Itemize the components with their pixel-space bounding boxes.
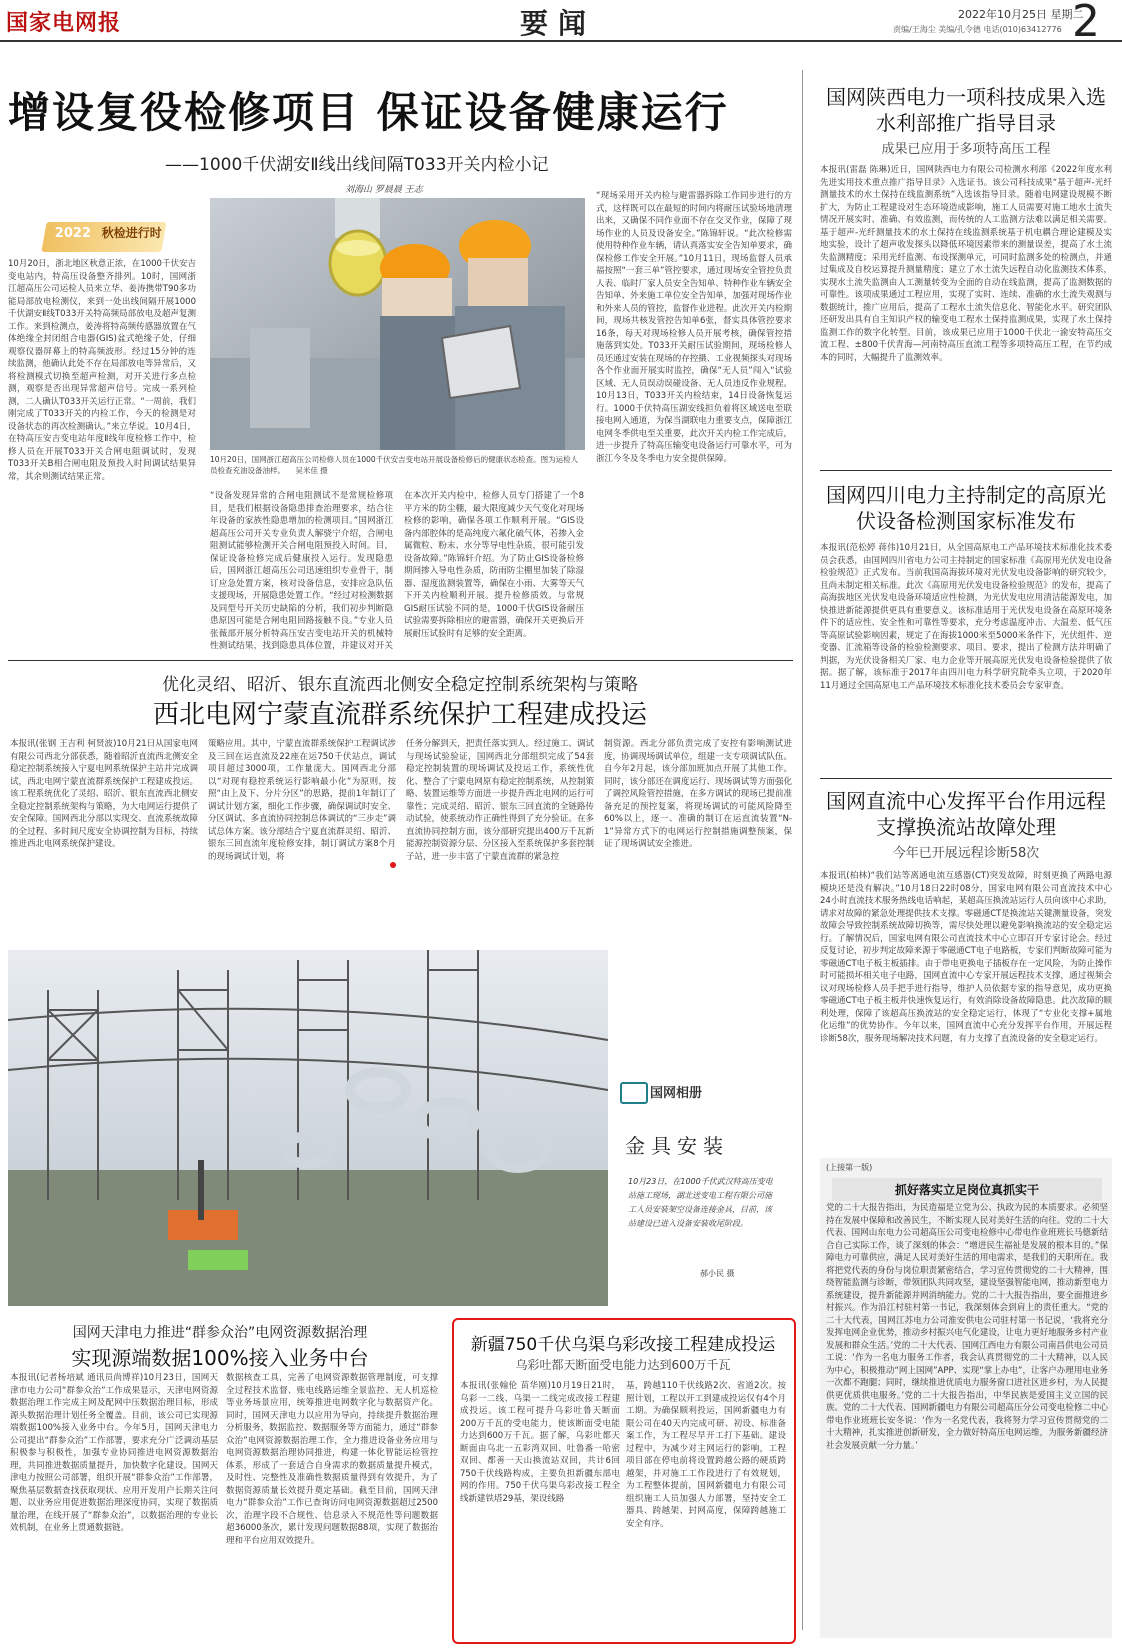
bottom1-kicker: 国网天津电力推进“群参众治”电网资源数据治理 [72, 1325, 368, 1341]
right4-body: 党的二十大报告指出，为民造福是立党为公、执政为民的本质要求。必须坚持在发展中保障和改善民生，不断实现人民对美好生活的向往。党的二十大代表、国网山东电力公司超高压公司变电检修中心带电作业班班长马德新结合自己实际工作，谈了深刻的体会：“增进民生福祉是发展的根本目的。”保障电力可靠供应，满足人民对美好生活的用电需求，是我们的天职所在。我将把党代表的身份与岗位职责紧密结合，学习宣传贯彻党的二十大精神，围绕智能监测与诊断，带领团队共同攻坚，建设坚强智能电网，推动新型电力系统建设，提升新能源并网消纳能力。党的二十大报告指出，要全面推进乡村振兴。作为沿江村驻村第一书记，我深刻体会到肩上的责任重大。“党的二十大代表，国网江苏电力公司淮安供电公司驻村第一书记说，‘我将充分发挥电网企业优势，推动乡村振兴电气化建设，让电力更好地服务乡村产业发展和群众生活。’党的二十大代表、国网江西电力有限公司南昌供电公司员工说：‘作为一名电力服务工作者，我会认真贯彻党的二十大精神，以人民为中心，积极推动“网上国网”APP、实现“掌上办电”，让客户办理用电业务一次都不跑腿；同时，继续推进优质电力服务窗口进社区进乡村，为人民提供更优质供电服务。’党的二十大报告指出，中华民族是爱国主义立国的民族。党的二十大代表、国网新疆电力有限公司超高压分公司变电检修二中心带电作业班班长安冬说：‘作为一名党代表，我将努力学习宣传贯彻党的二十大精神，扎实推进创新研发，全力做好特高压电网运维，为服务新疆经济社会发展贡献一分力量。’ [826, 1203, 1108, 1451]
right3-subtitle: 今年已开展远程诊断58次 [892, 846, 1040, 861]
album-icon [620, 1082, 648, 1104]
lead-column-2: “设备发现异常的合闸电阻测试不是常规检修项目，是我们根据设备隐患排查治理要求，结合往年设备的家族性隐患增加的检测项目。”国网浙江超高压公司开关专业负责人解骁宁介绍，合闸电阻测试能够检测开关合闸电阻预投入时间。目，保证设备检修完成后健康投入运行。发现隐患后，国网浙江超高压公司迅速组织专业骨干，制订应急处置方案，核对设备信息，安排应急队伍支援现场，开展隐患处置工作。“经过对检测数据及同型号开关历史缺陷的分析，我们初步判断隐患原因可能是合闸电阻回路接触不良。”专业人员张薇部开展分析特高压安吉变电站开关的机械特性测试结果，找到隐患具体位置，并建议对开关 [210, 491, 393, 650]
right1-headline: 国网陕西电力一项科技成果入选水利部推广指导目录 [826, 85, 1106, 135]
section-title: 要闻 [520, 7, 597, 40]
bottom1-column-1: 本报讯(记者杨培斌 通讯员尚博祥)10月23日，国网天津市电力公司“群参众治”工作成果显示，天津电网资源数据治理工作完成主网及配网中压数据治理目标，形成源头数据治理计划任务全覆盖。目前，该公司已实现源端数据100%接入业务中台。今年5月，国网天津电力公司提出“群参众治”工作部署，要求充分广泛调动基层积极参与积极性，加强专业协同推进电网资源数据治理，共同推进数据质量提升，加快数字化建设。国网天津电力按照公司部署，组织开展“群参众治”工作部署，聚焦基层数据查找获取现状、应用开发用户长期关注问题、以业务应用促进数据治理深度协同，实现了数据质量治理，在线开展了“群参众治”，以数据治理的专业长效机制，在业务上贯通数据链。 [10, 1373, 218, 1533]
lead-column-4: “现场采用开关内检与避雷器拆除工作同步进行的方式，这样既可以在最短的时间内将耐压试验场地清理出来，又确保不同作业面不存在交叉作业，保障了现场作业的人员及设备安全。”陈锦轩说。“此次检修需使用特种作业车辆，请认真落实安全告知单要求，确保检修工作安全开展。”10月11日，现场监督人员承福按照“一套三单”管控要求，通过现场安全管控负责人表、临时厂家人员安全告知单、特种作业车辆安全告知单、外来施工单位安全告知单，加强对现场作业和外来人员的管控，监督作业进程。此次开关内检期间，现场共核发管控告知单6张，督实具体管控要求16条，每天对现场检修人员开展考核，确保管控措施落到实处。T033开关耐压试验期间，现场检修人员还通过安装在现场的存控摄、工业视频探头对现场各个作业面开展实时监控，确保“无人员”闯入“试验区域、无人员误动误碰设备、无人员违反作业规程。10月13日，T033开关内检结束，14日设备恢复运行。1000千伏特高压湖安线担负着将区域送电至联接电网入通道，为保当湖联电力重要支点，保障浙江电网冬季供电至关重要，此次开关内检工作完成后，进一步提升了特高压输变电设备运行可靠水平，可为浙江今冬及冬季电力安全提供保障。 [596, 191, 792, 464]
highlight-column-1: 本报讯(张翰伦 苗华刚)10月19日21时，乌彩一二线、乌渠一二线完成改接工程建成投运。该工程可提升乌彩吐鲁天断面200万千瓦的受电能力，使该断面受电能力达到600万千瓦。据了解，乌彩吐都天断面由乌北一五彩湾双回、吐鲁番一哈密双回、都善一天山换流站双回，共计6回750千伏线路构成，主要负担新疆东部电网的作用。750千伏乌渠乌彩改接工程全线新建铁塔29基，架设线路 [460, 1381, 620, 1504]
right1-subtitle: 成果已应用于多项特高压工程 [881, 142, 1051, 157]
lead-photo [210, 198, 585, 450]
tag-text: 秋检进行时 [102, 226, 163, 240]
caption-text: 10月20日，国网浙江超高压公司检修人员在1000千伏安吉变电站开展设备检修后的健康状态检查。图为运检人员检查充油设备油样。 [210, 455, 579, 475]
right1-body: 本报讯(雷磊 陈琳)近日，国网陕西电力有限公司检测水利部《2022年度水利先进实用技术重点推广指导目录》入选证书。该公司科技成果“基于超声-光纤测量技术的水土保持在线监测系统”入选该指导目录。随着电网建设规模不断扩大，为防止工程建设对生态环境造成影响，施工人员需要对施工地水土流失情况开展实时、准确、有效监测，而传统的人工监测方法难以满足相关需要。基于超声-光纤测量技术的水土保持在线监测系统基于机电耦合理论建模及实地实验，设计了超声收发探头以降低环境因素带来的测量误差，提高了水土流失监测精度；采用光纤监测、布设探测单元，可同时监测多处的检测点，并通过集成及自校运算提升测量精度；建立了水土流失远程自动化监测技术体系，实现水土流失监测由人工测量转变为全面的自动在线监测，提高了监测数据的可靠性。该项成果通过工程应用，实现了实时、连续、准确的水土流失观测与数据统计，推广应用后，提高了工程水土流失信息化、智能化水平。研究团队还研发出具有自主知识产权的输变电工程水土保持监测成果，实现了水土保持监测工作的数字化转型。目前，该成果已应用于1000千伏北一渝安特高压交流工程、±800千伏青海—河南特高压直流工程等多项特高压工程，在节约成本的同时，大幅提升了监测效率。 [820, 165, 1112, 363]
photo-story-title: 金具安装 [625, 1134, 729, 1158]
section-rule [8, 660, 793, 661]
right3-body: 本报讯(柏林)“我们站等离通电流互感器(CT)突发故障，时刻更换了两路电源模块还是没有解决。”10月18日22时08分，国家电网有限公司直流技术中心24小时直流技术服务热线电话响起，某超高压换流站运行人员向该中心求助，请求对故障的紧急处理提供技术支撑。零磁通CT是换流站关键测量设备，突发故障会导致控制系统故障切换等，需尽快处理以避免影响换流站的安全稳定运行。了解情况后，国家电网有限公司直流技术中心立即召开专家讨论会。经过反复讨论，初步判定故障来源于零磁通CT电子电路板，专家们判断故障可能为零磁通CT电子板主板插排。由于带电更换电子插板存在一定风险，为防止操作时可能损坏相关电子电路，国网直流中心专家开展远程技术支撑，通过视频会议对现场检修人员手把手进行指导，维护人员依据专家的指导意见，成功更换零磁通CT电子板主板并快速恢复运行，有效消除设备故障隐患。此次故障的顺利处理，保障了该超高压换流站的安全稳定运行，体现了“专业化支撑+属地化运维”的优势协作。今年以来，国网直流中心充分发挥平台作用，开展远程诊断58次，服务现场解决技术问题，有力支撑了直流设备的安全稳定运行。 [820, 871, 1112, 1044]
inspection-photo [210, 198, 585, 450]
lead-byline: 刘海山 罗晨晨 王志 [345, 185, 423, 195]
column-divider [802, 70, 803, 1630]
highlight-headline: 新疆750千伏乌渠乌彩改接工程建成投运 [470, 1335, 776, 1355]
substation-photo [8, 950, 794, 1306]
middle-headline: 西北电网宁蒙直流群系统保护工程建成投运 [152, 700, 647, 730]
right2-headline: 国网四川电力主持制定的高原光伏设备检测国家标准发布 [826, 483, 1106, 533]
middle-column-4: 制资源。西北分部负责完成了安控有影响测试进度，协调现场调试单位，组建一支专项调试队伍。自今年2月起，该分部加班加点开展了其他工作。同时，该分部还在调度运行、现场调试等方面强化了调控风险管控措施，在多方调试的现场已提前准备充足的预控复案，将现场调试的可能风险降至60%以上，逐一、准确的制订在运直流装置“N-1”异常方式下的电网运行控制措施调整预案，保证了现场调试安全推进。 [604, 739, 792, 849]
middle-kicker: 优化灵绍、昭沂、银东直流西北侧安全稳定控制系统架构与策略 [162, 675, 638, 695]
lead-subtitle: ——1000千伏湖安Ⅱ线出线间隔T033开关内检小记 [165, 155, 549, 175]
highlight-column-2: 基，跨越110千伏线路2次、省道2次。按照计划，工程以开工到建成投运仅有4个月工期。为确保顺利投运，国网新疆电力有限公司在40天内完成可研、初设、标准备案工作，为工程尽早开工打下基础。建设过程中，为减少对主网运行的影响，工程项目部在停电前将设置跨越公路的硬质跨越架，并对施工工作段进行了有效规划，为工程整体提前，国网新疆电力有限公司组织施工人员加强人力部署，坚持安全工器具、跨越架、封网高度，保障跨越施工安全有序。 [626, 1381, 786, 1529]
right2-body: 本报讯(范松婷 蒋伟)10月21日，从全国高原电工产品环境技术标准化技术委员会获悉，由国网四川省电力公司主持制定的国家标准《高原用光伏发电设备检验规范》正式发布。当前我国高海拔环境对光伏发电设备影响的研究较少，且尚未制定相关标准。此次《高原用光伏发电设备检验规范》的发布，提高了高海拔地区光伏发电设备环境适应性检测，为光伏发电应用清洁能源发电，加快推进新能源提供更具有重要意义。该标准适用于光伏发电设备在高原环境条件下的适应性、安全性和可靠性等要求，充分考虑温度冲击、大温差、低气压等高原试验影响因素，规定了在海拔1000米至5000米条件下，光伏组件、逆变器、汇流箱等设备的检验检测要求、项目、要求，提出了检测方法并明确了判据，为光伏设备相关厂家、电力企业等开展高原光伏发电设备检验提供了依据。据了解，该标准于2017年由四川电力科学研究院牵头立项，于2020年11月通过全国高原电工产品环境技术标准化技术委员会专家审查。 [820, 543, 1112, 691]
newspaper-logo: 国家电网报 [6, 10, 122, 36]
middle-column-3: 任务分解到天，把责任落实到人。经过施工、调试与现场试验验证，国网西北分部组织完成了54套稳定控制装置的现场调试及投运工作，系统性优化、整合了宁蒙电网原有稳定控制系统，从控制策略、装置运维等方面进一步提升西北电网的运行可靠性；完成灵绍、昭沂、银东三回直流的全链路传动试验，使系统动作正确性得到了充分验证。在多直流协同控制方面，该分部研究提出400万千瓦新能源控制资源分层、分区接入至系统保护多套控制子站，进一步丰富了宁蒙直流群的紧急控 [406, 739, 594, 862]
issue-date: 2022年10月25日 星期二 [958, 8, 1084, 21]
bottom1-headline: 实现源端数据100%接入业务中台 [71, 1346, 369, 1370]
photo-story-caption: 10月23日，在1000千伏武汉特高压变电站施工现场，湖北送变电工程有限公司施工人员安装架空设备连接金具，目前，该站建设已进入设备安装收尾阶段。 [628, 1177, 773, 1228]
lead-headline: 增设复役检修项目 保证设备健康运行 [8, 88, 729, 137]
lead-column-1: 10月20日，浙北地区秋意正浓，在1000千伏安吉变电站内，特高压设备整齐排列。10时，国网浙江超高压公司运检人员来立华、姜涛携带T90多功能局部放电检测仪，来到一处出线间隔开展1000千伏湖安Ⅱ线T033开关特高频局部放电及超声复测工作。来到检测点，姜涛将特高频传感器放置在气体绝缘全封闭组合电器(GIS)盆式绝缘子处，仔细观察仪器屏幕上的特高频波形。经过15分钟的连续监测，他确认此处不存在局部放电等异常后，又将检测模式切换至超声检测，对开关进行多点检测，观察是否出现异常超声信号。完成一系列检测，二人确认T033开关运行正常。“一周前，我们刚完成了T033开关的内检工作，今天的检测是对设备状态的再次检测确认。”来立华说。10月4日，在特高压安吉变电站年度Ⅱ线年度检修工作中，检修人员在开展T033开关合闸电阻调试时，发现T033开关B相合闸电阻及预投入时间调试结果异常，其余则测试结果正常。 [8, 259, 196, 482]
substation-photo-block [8, 950, 794, 1306]
lead-photo-caption [210, 454, 582, 476]
photo-story-credit: 郝小民 摄 [700, 1269, 735, 1278]
middle-column-1: 本报讯(张钢 王吉利 柯贤波)10月21日从国家电网有限公司西北分部获悉，随着昭沂直流西北侧安全稳定控制系统接入宁夏电网系统保护主站并完成调试，西北电网宁蒙直流群系统保护工程建成投运。该工程系统优化了灵绍、昭沂、银东直流西北侧安全稳定控制系统架构与策略，为大电网运行提供了安全保障。国网西北分部以实现交、直流系统故障的全过程、多时间尺度安全协调控制为目标，持续推进西北电网系统保护建设。 [10, 739, 198, 849]
continued-tag: (上接第一版) [826, 1163, 873, 1172]
red-marker-dot [390, 862, 396, 868]
middle-column-2: 策略应用。其中，宁蒙直流群系统保护工程调试涉及三回在运直流及22座在运750千伏站点，调试项目超过3000项，工作量庞大。国网西北分部以“对现有稳控系统运行影响最小化”为原则，按照“由上及下、分片分区”的思路，提前1年制订了调试计划方案，细化工作步骤，确保调试时安全、分区调试、多直流协同控制总体调试的“三步走”调试总体方案。该分部结合宁夏直流群灵绍、昭沂、银东三回直流年度检修安排，制订调试方案8个月的现场调试计划，将 [208, 739, 396, 862]
lead-column-3: 在本次开关内检中，检修人员专门搭建了一个8平方米的防尘棚，最大限度减少天气变化对现场检修的影响，确保各项工作顺利开展。“GIS设备内部腔体的是高纯度六氟化硫气体，若掺入金属微粒、粉末、水分等导电性杂质，很可能引发设备故障。”陈锦轩介绍。为了防止GIS设备检修期间掺入导电性杂质，防雨防尘棚里加装了除湿器、湿度监测装置等，确保在小雨、大雾等天气下开关内检顺利开展。提升检修质效。与常规GIS耐压试验不同的是，1000千伏GIS设备耐压试验需要拆除相应的避雷器，确保开关更换后开展耐压试验时有足够的安全距离。 [404, 491, 584, 639]
tag-year: 2022 [54, 226, 91, 241]
right-rule-1 [820, 470, 1112, 471]
editor-credits: 责编/王海尘 美编/孔令德 电话(010)63412776 [893, 25, 1062, 34]
right-rule-2 [820, 778, 1112, 779]
right3-headline: 国网直流中心发挥平台作用远程支撑换流站故障处理 [826, 789, 1106, 839]
photo-credit: 吴米佳 摄 [295, 466, 328, 475]
right4-headline: 抓好落实立足岗位真抓实干 [832, 1178, 1102, 1201]
column-tag [41, 222, 166, 252]
bottom1-column-2: 数据核查工具，完善了电网资源数据管理制度，可支撑全过程技术监督、账电线路运维全景监控、无人机巡检等业务场景应用，统筹推进电网数字化与数据资产化。同时，国网天津电力以应用为导向，持续提升数据治理分析服务，数据监控、数据服务等方面能力，通过“群参众治”电网资源数据治理工作，全力推进设备业务应用与电网资源数据治理协同推进，构建一体化智能运检管控体系，形成了一套适合自身需求的数据质量提升模式，及时性、完整性及准确性数据质量得到有效提升，为了数据资源质量长效提升奠定基础。截至目前，国网天津电力“群参众治”工作已查询访问电网资源数据超过2500次，治理字段不合规性、信息录入不规范性等问题数据超36000条次，累计发现问题数据88项，实现了数据治理和平台应用双效提升。 [226, 1373, 438, 1546]
highlight-subtitle: 乌彩吐都天断面受电能力达到600万千瓦 [515, 1358, 731, 1372]
page-number: 2 [1072, 0, 1100, 47]
photo-column-name: 国网相册 [650, 1086, 703, 1101]
